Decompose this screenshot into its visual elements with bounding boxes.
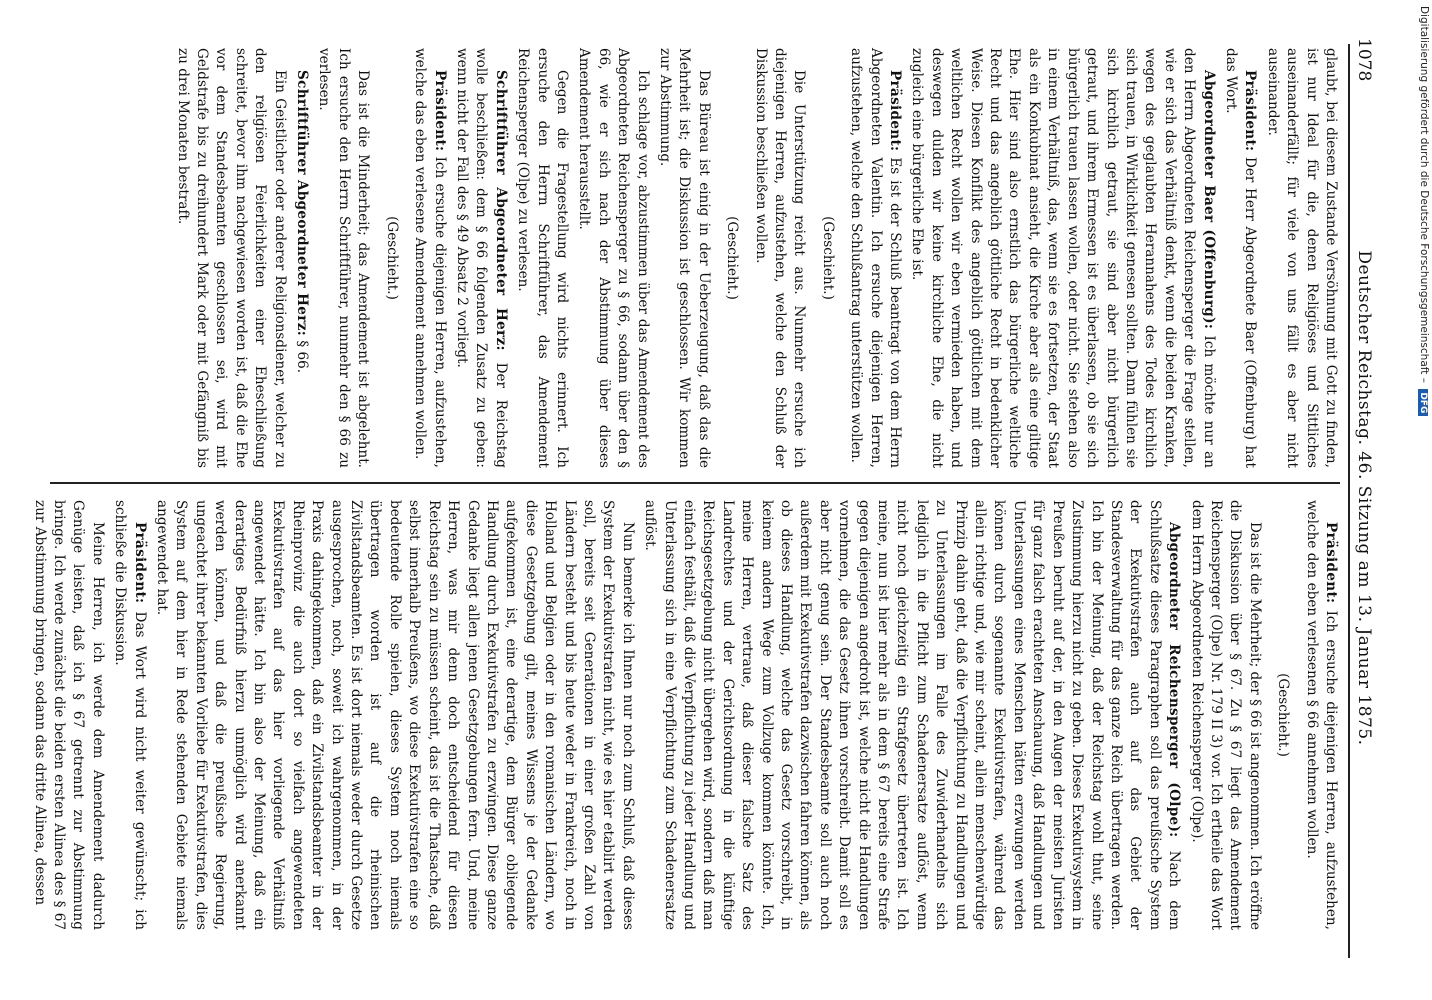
body-paragraph: Nun bemerke ich Ihnen nur noch zum Schluß, daß dieses System der Exekutivstrafen nicht, wie es hier etablirt werden soll, bereits seit Generationen in einer großen Zahl von Ländern besteht und bis heute weder in Frankreich, noch in Holland und Belgien oder in den romanischen Ländern, wo diese Gesetzgebung gilt, meines Wissens je der Gedanke aufgekommen ist, eine derartige, dem Bürger obliegende Handlung durch Exekutivstrafen zu erzwingen. Diese ganze Gedanke liegt allen jenen Gesetzgebungen fern. Und, meine Herren, was mir denn doch entscheidend für diesen Reichstag sein zu müssen scheint, das ist die Thatsache, daß selbst innerhalb Preußens, wo diese Exekutivstrafen eine so bedeutende Rolle spielen, dieses System noch niemals übertragen worden ist auf die rheinischen Zivilstandsbeamten. Es ist dort niemals weder durch Gesetze ausgesprochen, noch, soweit ich wahrgenommen, in der Praxis dahingekommen, daß ein Zivilstandsbeamter in der Rheinprovinz die auch dort so vielfach angewendeten Exekutivstrafen auf das hier vorliegende Verhältniß angewendet hätte. Ich bin also der Meinung, daß ein derartiges Bedürfniß hierzu unmöglich wird anerkannt werden können, und daß die preußische Regierung, ungeachtet ihrer bekannten Vorliebe für Exekutivstrafen, dies System auf dem hier in Rede stehenden Gebiete niemals angewendet hat. [154,500,636,930]
body-paragraph: Meine Herren, ich werde dem Amendement dadurch Genüge leisten, daß ich § 67 getrennt zur Abstimmung bringe. Ich werde zunächst die beiden ersten Alinea des § 67 zur Abstimmung bringen, sodann das dritte Alinea, dessen [31,500,106,930]
speaker-name: Präsident: [131,522,148,604]
body-paragraph: Ich schlage vor, abzustimmen über das Amendement des Abgeordneten Reichensperger zu § 66, sodann über den § 66, wie er sich nach der Abstimmung über dieses Amendement herausstellt. [576,48,651,468]
speaker-name: Präsident: [887,70,904,152]
left-column [48,48,1340,468]
dfg-logo: DFG [1418,389,1428,416]
credit-text: Digitalisierung gefördert durch die Deutsche Forschungsgemeinschaft – [1418,6,1430,383]
speech-text: Der Reichstag wolle beschließen: dem § 66 folgenden Zusatz zu geben: wenn nicht der Fall des § 49 Absatz 2 vorliegt. [453,48,509,468]
speech-text: Es ist der Schluß beantragt von dem Herrn Abgeordneten Valentin. Ich ersuche diejenigen Herren, aufzustehen, welche den Schlußantrag unterstützen wollen. [848,48,904,468]
header-rule [1348,44,1350,958]
speech-text: Das Wort wird nicht weiter gewünscht; ich schließe die Diskussion. [112,500,148,931]
speech-paragraph [452,48,510,468]
stage-direction: (Geschieht.) [724,216,741,300]
right-column [31,500,1340,931]
body-paragraph: Die Unterstützung reicht aus. Nunmehr ersuche ich diejenigen Herren, aufzustehen, welche den Schluß der Diskussion beschließen wollen. [752,48,808,468]
body-paragraph: Das ist die Minderheit; das Amendement ist abgelehnt. Ich ersuche den Herrn Schriftführer, nunmehr den § 66 zu verlesen. [316,48,372,468]
speaker-name: Abgeordneter Reichensperger (Olpe): [1166,522,1183,838]
speech-text: Ich ersuche diejenigen Herren, aufzustehen, welche das eben verlesene Amendement annehmen wollen. [412,48,448,468]
credit-label [1418,6,1430,416]
speech-paragraph [410,48,449,468]
speaker-name: Schriftführer Abgeordneter Herz: [492,70,509,351]
stage-direction: (Geschieht.) [819,216,836,300]
page-number: 1078 [1354,38,1374,82]
body-paragraph: Ein Geistlicher oder anderer Religionsdiener, welcher zu den religiösen Feierlichkeiten einer Eheschließung schreitet, bevor ihm nachgewiesen worden ist, daß die Ehe vor dem Standesbeamten geschlossen sei, wird mit Geldstrafe bis zu dreihundert Mark oder mit Gefängniß bis zu drei Monaten bestraft. [174,48,288,468]
speech-paragraph [1301,500,1340,930]
speech-paragraph [907,48,1218,468]
stage-direction: (Geschieht.) [383,216,400,300]
speaker-name: Präsident: [1242,70,1259,152]
speech-text: Ich ersuche diejenigen Herren, aufzustehen, welche den eben verlesenen § 66 annehmen wollen. [1303,500,1339,930]
speech-text: Der Herr Abgeordnete Baer (Offenburg) hat das Wort. [1222,48,1259,468]
speaker-name: Schriftführer Abgeordneter Herz: [294,70,311,337]
speaker-name: Präsident: [431,70,448,152]
column-divider [50,482,1340,484]
speech-paragraph [110,500,149,930]
speech-paragraph [846,48,904,468]
body-paragraph: Das ist die Mehrheit; der § 66 ist angenommen. Ich eröffne die Diskussion über § 67. Zu § 67 liegt das Amendement Reichensperger (Olpe) Nr. 179 II 3) vor. Ich ertheile das Wort dem Herrn Abgeordneten Reichensperger (Olpe). [1188,500,1263,930]
speech-text: § 66. [294,340,311,374]
speaker-name: Abgeordneter Baer (Offenburg): [1200,70,1217,330]
speaker-name: Präsident: [1323,522,1339,604]
speech-text: Ich möchte nur an den Herrn Abgeordneten Reichensperger die Frage stellen, wie er sich das Verhältniß denkt, wenn die beiden Kranken, wegen des geglaubten Herannahens des Todes kirchlich sich trauen, in Wirklichkeit genesen sollten. Dann fühlen sie sich kirchlich getraut, sie sind aber nicht bürgerlich getraut, und ihrem Ermessen ist es überlassen, ob sie sich bürgerlich trauen lassen wollen, oder nicht. Sie stehen also in einem Verhältniß, das, wenn sie es fortsetzen, der Staat als ein Konkubinat ansieht, die Kirche aber als eine giltige Ehe. Hier sind also ernstlich das bürgerliche weltliche Recht und das angeblich göttliche Recht in bedenklicher Weise. Diesen Konflikt des angeblich göttlichen mit dem weltlichen Recht wollen wir eben vermieden haben, und deswegen dulden wir keine kirchliche Ehe, die nicht zugleich eine bürgerliche Ehe ist. [909,48,1217,468]
digitization-credit-strip [1416,0,1432,1000]
body-paragraph: Gegen die Fragestellung wird nichts erinnert. Ich ersuche den Herrn Schriftführer, das Amendement Reichensperger (Olpe) zu verlesen. [515,48,570,468]
stage-direction: (Geschieht.) [1275,673,1292,757]
speech-paragraph [640,500,1183,930]
body-paragraph: Das Büreau ist einig in der Ueberzeugung, daß das die Mehrheit ist; die Diskussion ist geschlossen. Wir kommen zur Abstimmung. [657,48,712,468]
running-title: Deutscher Reichstag. 46. Sitzung am 13. Januar 1875. [1354,250,1374,746]
speech-paragraph [292,48,311,468]
speech-text: Nach dem Schlußsatze dieses Paragraphen soll das preußische System der Exekutivstrafen auch auf das Gebiet der Standesverwaltung für das ganze Reich übertragen werden. Ich bin der Meinung, daß der Reichstag wohl thut, seine Zustimmung hierzu nicht zu geben. Dieses Exekutivsystem in Preußen beruht auf der, in den Augen der meisten Juristen für ganz falsch erachteten Anschauung, daß Handlungen und Unterlassungen eines Menschen hätten erzwungen werden können durch sogenannte Exekutivstrafen, während das allein richtige und, wie mir scheint, allein menschenwürdige Prinzip dahin geht, daß die Verpflichtung zu Handlungen und zu Unterlassungen im Falle des Zuwiderhandelns sich lediglich in die Pflicht zum Schadenersatze auflöst, wenn nicht noch gleichzeitig ein Strafgesetz übertreten ist. Ich meine, nun ist hier mehr als in dem § 67 bereits eine Strafe gegen diejenigen angedroht ist, welche nicht die Handlungen vornehmen, die das Gesetz ihnen vorschreibt. Damit soll es aber nicht genug sein. Der Standesbeamte soll auch noch außerdem mit Exekutivstrafen dazwischen fahren können, als ob dieses Handlung, welche das Gesetz vorschreibt, in keinem andern Wege zum Vollzuge kommen könnte. Ich, meine Herren, vertraue, daß dieser falsche Satz des Landrechtes und der Gerichtsordnung in die künftige Reichsgesetzgebung nicht übergehen wird, sondern daß man einfach festhält, daß die Verpflichtung zu jeder Handlung und Unterlassung sich in eine Verpflichtung zum Schadenersatze auflöst. [642,500,1183,930]
speech-paragraph [1221,48,1260,468]
running-head [1354,38,1390,958]
body-paragraph: glaubt, bei diesem Zustande Versöhnung mit Gott zu finden, ist nur Ideal für die, denen Religiöses und Sittliches auseinanderfällt; für viele von uns fällt es aber nicht auseinander. [1264,48,1339,468]
